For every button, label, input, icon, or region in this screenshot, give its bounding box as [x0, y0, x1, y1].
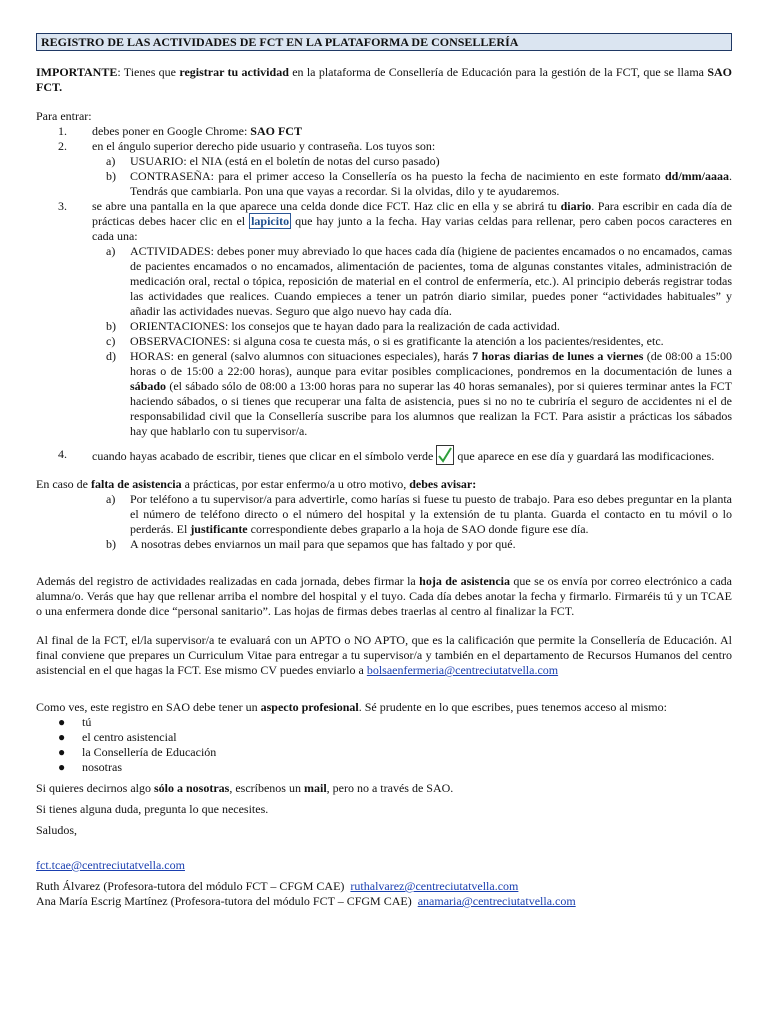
login-item-a: a) USUARIO: el NIA (está en el boletín de notas del curso pasado): [106, 154, 440, 168]
audience-item: ● tú: [58, 715, 92, 729]
intro-paragraph: IMPORTANTE: Tienes que registrar tu actividad en la plataforma de Consellería de Educación para la gestión de la FCT, que se llama SAO FCT.: [36, 65, 732, 94]
pencil-label: lapicito: [251, 214, 290, 228]
professional-paragraph: Como ves, este registro en SAO debe tener un aspecto profesional. Sé prudente en lo que escribes, pues tenemos acceso al mismo:: [36, 700, 667, 714]
absence-item-a: a) Por teléfono a tu supervisor/a para advertirle, como harías si fuese tu puesto de trabajo. Para eso debes preguntar en la planta el número de teléfono directo o el número del hospital y la extensión de tu planta. Guarda el contacto en tu móvil o lo perderás. El justificante correspondiente debes graparlo a la hoja de SAO donde figure ese día.: [106, 492, 732, 536]
contact-note: Si quieres decirnos algo sólo a nosotras, escríbenos un mail, pero no a través de SAO.: [36, 781, 454, 795]
step-1: 1. debes poner en Google Chrome: SAO FCT: [58, 124, 302, 138]
tutor-line: Ruth Álvarez (Profesora-tutora del módulo FCT – CFGM CAE) ruthalvarez@centreciutatvella.com: [36, 879, 519, 893]
evaluation-paragraph: Al final de la FCT, el/la supervisor/a te evaluará con un APTO o NO APTO, que es la calificación que permite la Consellería de Educación. Al final conviene que prepares un Curriculum Vitae para entregar a tu supervisor/a y también en el departamento de Recursos Humanos del centro asistencial en el que hagas la FCT. Ese mismo CV puedes enviarlo a bolsaenfermeria@centreciutatvella.com: [36, 633, 732, 677]
login-item-b: b) CONTRASEÑA: para el primer acceso la Consellería os ha puesto la fecha de nacimiento en este formato dd/mm/aaaa. Tendrás que cambiarla. Pon una que vayas a recordar. Si la olvidas, dilo y te ayudaremos.: [106, 169, 732, 198]
audience-item: ● el centro asistencial: [58, 730, 177, 744]
fct-email-link[interactable]: fct.tcae@centreciutatvella.com: [36, 858, 185, 872]
page-title: REGISTRO DE LAS ACTIVIDADES DE FCT EN LA PLATAFORMA DE CONSELLERÍA: [36, 33, 732, 51]
tutor-line: Ana María Escrig Martínez (Profesora-tutora del módulo FCT – CFGM CAE) anamaria@centreciutatvella.com: [36, 894, 576, 908]
audience-item: ● nosotras: [58, 760, 122, 774]
cell-item-d: d) HORAS: en general (salvo alumnos con situaciones especiales), harás 7 horas diarias de lunes a viernes (de 08:00 a 15:00 horas o de 15:00 a 22:00 horas), aunque para evitar posibles complicaciones, pondremos en la documentación de lunes a sábado (el sábado sólo de 08:00 a 13:00 horas para no superar las 40 horas semanales), por si quieres terminar antes la FCT haciendo sábados, o si tienes que recuperar una falta de asistencia, pues si no no te cubriría el seguro de accidentes ni el de responsabilidad civil que la Consellería suscribe para los alumnos que realizan la FCT. Para asistir a prácticas los sábados hay que hablarlo con tu supervisor/a.: [106, 349, 733, 438]
attendance-paragraph: Además del registro de actividades realizadas en cada jornada, debes firmar la hoja de asistencia que se os envía por correo electrónico a cada alumna/o. Verás que hay que rellenar arriba el nombre del hospital y el tuyo. Cada día debes anotar la fecha y firmarlo. Firmaréis tú y un TCAE o una enfermera donde dice “personal sanitario”. Las hojas de firmas debes traerlas al centro al finalizar la FCT.: [36, 574, 732, 618]
absence-paragraph: En caso de falta de asistencia a prácticas, por estar enfermo/a u otro motivo, debes avisar:: [36, 477, 477, 491]
anamaria-email-link[interactable]: anamaria@centreciutatvella.com: [417, 894, 576, 908]
step-2: 2. en el ángulo superior derecho pide usuario y contraseña. Los tuyos son:: [58, 139, 436, 153]
doubts-line: Si tienes alguna duda, pregunta lo que necesites.: [36, 802, 269, 816]
para-entrar-label: Para entrar:: [36, 109, 92, 123]
cell-item-c: c) OBSERVACIONES: si alguna cosa te cuesta más, o si es gratificante la atención a los pacientes/residentes, etc.: [106, 334, 664, 348]
step-4: 4. cuando hayas acabado de escribir, tienes que clicar en el símbolo verde que aparece en ese día y guardará las modificaciones.: [36, 447, 732, 467]
cell-item-a: a) ACTIVIDADES: debes poner muy abreviado lo que haces cada día (higiene de pacientes encamados o no encamados, camas de pacientes encamados o no encamados, alimentación de pacientes, toma de algunas constantes vitales, administración de medicación oral, rectal o tópica, reposición de material en el control de enfermería, etc.). Al principio deberás registrar todas las actividades que realices. Cuando empieces a tener un patrón diario similar, puedes poner “actividades habituales” y añadir las actividades nuevas. Seguro que algo nuevo hay cada día.: [106, 244, 732, 318]
bolsa-email-link[interactable]: bolsaenfermeria@centreciutatvella.com: [366, 663, 559, 677]
audience-item: ● la Consellería de Educación: [58, 745, 217, 759]
step-3: 3. se abre una pantalla en la que aparece una celda donde dice FCT. Haz clic en ella y se abrirá tu diario. Para escribir en cada día de prácticas debes hacer clic en el lapicito que hay junto a la fecha. Hay varias celdas para rellenar, pero caben pocos caracteres en cada una:: [58, 199, 732, 243]
absence-item-b: b) A nosotras debes enviarnos un mail para que sepamos que has faltado y por qué.: [106, 537, 516, 551]
ruth-email-link[interactable]: ruthalvarez@centreciutatvella.com: [350, 879, 519, 893]
document-page: [36, 33, 732, 909]
green-check-icon: [436, 445, 454, 465]
greeting: Saludos,: [36, 823, 78, 837]
cell-item-b: b) ORIENTACIONES: los consejos que te hayan dado para la realización de cada actividad.: [106, 319, 560, 333]
